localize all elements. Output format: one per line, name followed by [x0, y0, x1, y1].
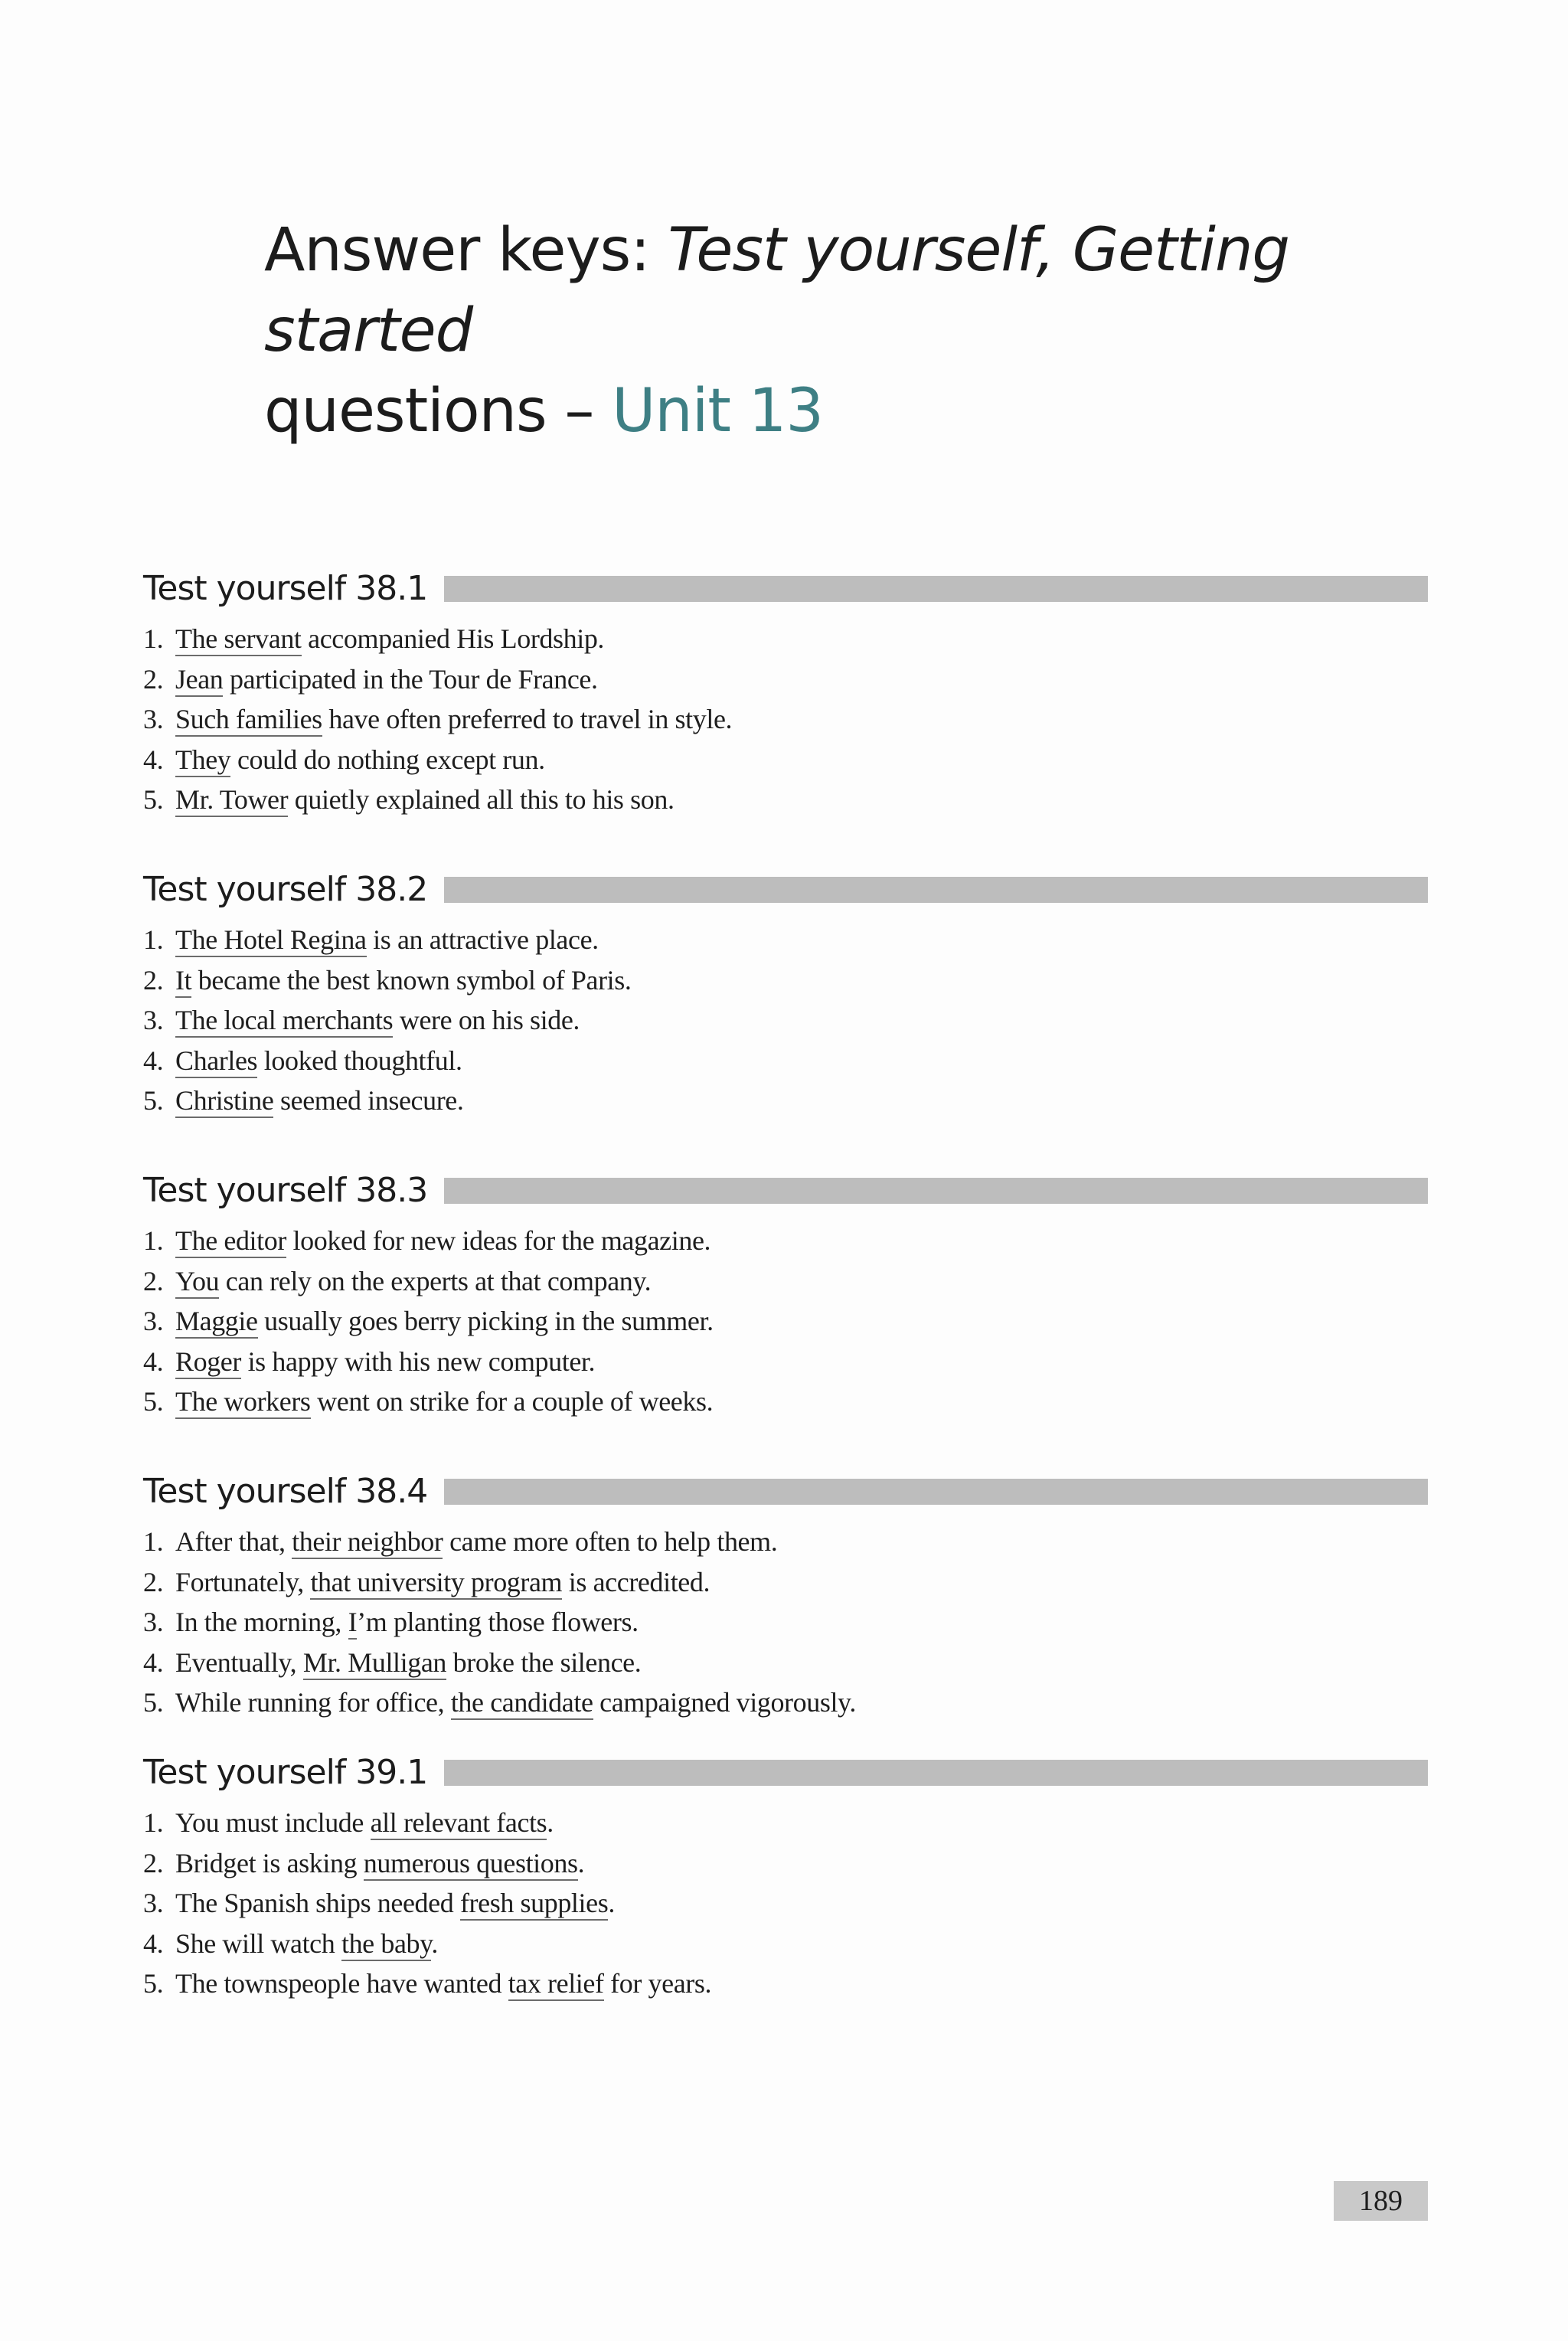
answer-item — [143, 1041, 1428, 1081]
answer-item — [143, 1522, 1428, 1562]
item-number: 2. — [143, 663, 164, 695]
item-number: 3. — [143, 1306, 164, 1336]
item-text-after: . — [577, 1847, 585, 1878]
section-divider-bar — [444, 576, 1428, 602]
section-5 — [143, 1749, 1428, 2004]
answer-item — [143, 699, 1428, 740]
title-line2: questions – — [264, 377, 612, 446]
answer-item — [143, 1381, 1428, 1422]
answer-list — [143, 1522, 1428, 1723]
answer-list — [143, 619, 1428, 820]
underlined-answer: Jean — [175, 664, 223, 697]
underlined-answer: numerous questions — [364, 1848, 578, 1881]
answer-item — [143, 1602, 1428, 1643]
item-text-after: ’m planting those flowers. — [357, 1607, 639, 1637]
section-title: Test yourself 38.2 — [143, 869, 428, 909]
item-text-after: campaigned vigorously. — [593, 1687, 856, 1718]
answer-item — [143, 1924, 1428, 1964]
answer-item — [143, 1081, 1428, 1121]
section-title: Test yourself 38.4 — [143, 1471, 428, 1511]
section-4 — [143, 1468, 1428, 1723]
item-text-after: . — [431, 1927, 438, 1959]
item-text-after: quietly explained all this to his son. — [288, 784, 675, 815]
section-title: Test yourself 38.3 — [143, 1170, 428, 1210]
answer-item — [143, 960, 1428, 1001]
underlined-answer: You — [175, 1266, 219, 1299]
item-text-after: were on his side. — [393, 1005, 580, 1035]
section-title: Test yourself 39.1 — [143, 1752, 428, 1792]
title-prefix: Answer keys: — [264, 216, 668, 285]
section-divider-bar — [444, 1178, 1428, 1204]
item-text-after: participated in the Tour de France. — [223, 663, 598, 695]
underlined-answer: Charles — [175, 1045, 257, 1078]
underlined-answer: The editor — [175, 1225, 286, 1258]
answer-item — [143, 780, 1428, 820]
underlined-answer: Roger — [175, 1346, 241, 1379]
item-text-after: went on strike for a couple of weeks. — [310, 1386, 714, 1417]
page-title — [264, 211, 1413, 452]
item-text-before: In the morning, — [175, 1607, 348, 1637]
item-text-after: . — [547, 1807, 554, 1838]
underlined-answer: Christine — [175, 1085, 273, 1118]
underlined-answer: fresh supplies — [460, 1888, 608, 1921]
item-number: 4. — [143, 1045, 164, 1076]
underlined-answer: tax relief — [508, 1968, 604, 2001]
item-text-after: for years. — [603, 1968, 712, 1999]
section-header — [143, 866, 1428, 912]
underlined-answer: the baby — [341, 1928, 431, 1961]
underlined-answer: all relevant facts — [371, 1807, 547, 1840]
item-text-after: broke the silence. — [446, 1646, 642, 1678]
answer-item — [143, 1562, 1428, 1603]
underlined-answer: They — [175, 744, 230, 777]
answer-list — [143, 1221, 1428, 1422]
answer-item — [143, 659, 1428, 700]
underlined-answer: Mr. Mulligan — [303, 1647, 446, 1680]
item-text-before: She will watch — [175, 1927, 341, 1959]
underlined-answer: their neighbor — [292, 1526, 443, 1559]
item-number: 2. — [143, 964, 164, 996]
item-number: 3. — [143, 1607, 164, 1637]
item-text-after: came more often to help them. — [443, 1526, 778, 1557]
item-number: 4. — [143, 744, 164, 775]
answer-item — [143, 619, 1428, 659]
section-3 — [143, 1167, 1428, 1422]
item-text-after: seemed insecure. — [273, 1085, 464, 1116]
underlined-answer: I — [348, 1607, 358, 1640]
section-header — [143, 565, 1428, 611]
section-divider-bar — [444, 1760, 1428, 1786]
answer-item — [143, 920, 1428, 960]
item-text-after: could do nothing except run. — [230, 744, 545, 775]
item-text-before: You must include — [175, 1807, 371, 1838]
answer-item — [143, 740, 1428, 780]
item-number: 4. — [143, 1646, 164, 1678]
item-text-before: The townspeople have wanted — [175, 1968, 508, 1999]
answer-item — [143, 1000, 1428, 1041]
item-text-before: Fortunately, — [175, 1566, 311, 1597]
title-unit: Unit 13 — [612, 377, 824, 446]
item-text-after: accompanied His Lordship. — [301, 623, 605, 654]
underlined-answer: It — [175, 965, 191, 998]
title-italic: Test yourself, Getting started — [264, 216, 1289, 365]
underlined-answer: The servant — [175, 623, 302, 656]
section-1 — [143, 565, 1428, 820]
item-number: 3. — [143, 704, 164, 734]
item-text-after: usually goes berry picking in the summer. — [257, 1306, 714, 1336]
answer-item — [143, 1261, 1428, 1302]
item-number: 5. — [143, 1968, 164, 1999]
item-text-before: Bridget is asking — [175, 1847, 364, 1878]
answer-item — [143, 1883, 1428, 1924]
item-number: 1. — [143, 1225, 164, 1256]
item-text-after: . — [608, 1888, 615, 1918]
item-text-after: looked thoughtful. — [257, 1045, 462, 1076]
item-text-after: can rely on the experts at that company. — [219, 1265, 652, 1296]
answer-item — [143, 1643, 1428, 1683]
item-text-after: is happy with his new computer. — [240, 1345, 596, 1377]
answer-item — [143, 1682, 1428, 1723]
underlined-answer: Such families — [175, 704, 322, 737]
item-text-after: became the best known symbol of Paris. — [191, 964, 632, 996]
section-header — [143, 1167, 1428, 1213]
underlined-answer: The local merchants — [175, 1005, 393, 1038]
item-number: 5. — [143, 1085, 164, 1116]
underlined-answer: The workers — [175, 1386, 311, 1419]
answer-list — [143, 920, 1428, 1121]
item-number: 5. — [143, 1687, 164, 1718]
answer-item — [143, 1843, 1428, 1884]
underlined-answer: Mr. Tower — [175, 784, 288, 817]
underlined-answer: that university program — [310, 1567, 562, 1600]
section-divider-bar — [444, 1479, 1428, 1505]
underlined-answer: Maggie — [175, 1306, 258, 1339]
section-2 — [143, 866, 1428, 1121]
item-text-before: While running for office, — [175, 1687, 451, 1718]
item-number: 4. — [143, 1345, 164, 1377]
item-number: 2. — [143, 1847, 164, 1878]
underlined-answer: the candidate — [451, 1687, 593, 1720]
answer-list — [143, 1803, 1428, 2004]
answer-item — [143, 1803, 1428, 1843]
section-header — [143, 1468, 1428, 1514]
item-number: 1. — [143, 924, 164, 955]
section-divider-bar — [444, 877, 1428, 903]
item-number: 5. — [143, 784, 164, 815]
item-number: 4. — [143, 1927, 164, 1959]
section-header — [143, 1749, 1428, 1795]
item-number: 1. — [143, 1526, 164, 1557]
page-number: 189 — [1334, 2181, 1428, 2221]
item-text-before: Eventually, — [175, 1646, 303, 1678]
answer-item — [143, 1342, 1428, 1382]
item-number: 1. — [143, 623, 164, 654]
item-text-before: The Spanish ships needed — [175, 1888, 460, 1918]
item-number: 2. — [143, 1265, 164, 1296]
item-number: 3. — [143, 1005, 164, 1035]
item-number: 5. — [143, 1386, 164, 1417]
answer-item — [143, 1301, 1428, 1342]
answer-item — [143, 1221, 1428, 1261]
section-title: Test yourself 38.1 — [143, 568, 428, 608]
underlined-answer: The Hotel Regina — [175, 924, 367, 957]
item-text-after: have often preferred to travel in style. — [322, 704, 733, 734]
item-number: 2. — [143, 1566, 164, 1597]
item-text-after: is accredited. — [562, 1566, 710, 1597]
item-number: 1. — [143, 1807, 164, 1838]
item-text-before: After that, — [175, 1526, 292, 1557]
item-text-after: is an attractive place. — [366, 924, 599, 955]
item-number: 3. — [143, 1888, 164, 1918]
answer-item — [143, 1963, 1428, 2004]
item-text-after: looked for new ideas for the magazine. — [286, 1225, 711, 1256]
